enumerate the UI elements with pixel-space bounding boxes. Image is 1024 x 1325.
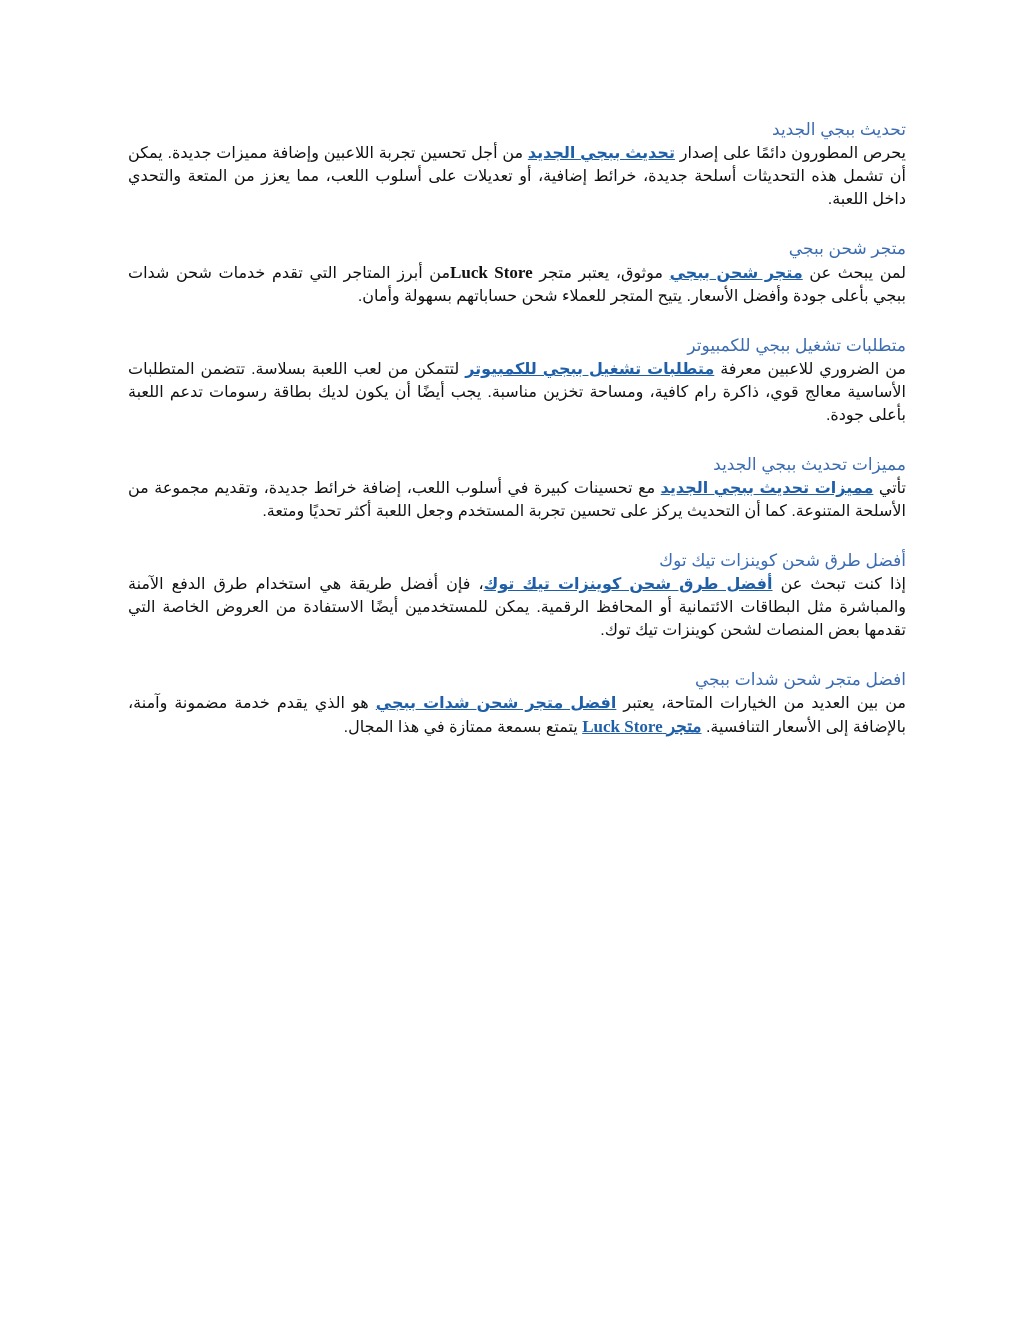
paragraph-text: يحرص المطورون دائمًا على إصدار [674,145,906,162]
paragraph-text: من أجل تحسين تجربة اللاعبين وإضافة مميزات جديدة. يمكن أن تشمل هذه التحديثات أسلحة جديدة، خرائط إضافية، أو تعديلات على أسلوب اللعب، مما يعزز من المتعة والتحدي داخل اللعبة. [128,145,906,208]
article-body [128,118,906,765]
keyword-link[interactable]: تحديث ببجي الجديد [527,145,675,162]
section-update-features [128,453,906,523]
section-paragraph [128,358,906,427]
section-heading: متطلبات تشغيل ببجي للكمبيوتر [687,336,906,355]
store-link[interactable]: متجر Luck Store [582,717,702,736]
section-best-store [128,668,906,739]
paragraph-text: من بين العديد من الخيارات المتاحة، يعتبر [616,695,906,712]
section-pc-requirements [128,334,906,427]
paragraph-text: إذا كنت تبحث عن [772,576,907,593]
paragraph-text: مع تحسينات كبيرة في أسلوب اللعب، إضافة خرائط جديدة، وتقديم مجموعة من الأسلحة المتنوعة. كما أن التحديث يركز على تحسين تجربة المستخدم وجعل اللعبة أكثر تحديًا ومتعة. [128,480,906,520]
keyword-link[interactable]: مميزات تحديث ببجي الجديد [660,480,874,497]
keyword-link[interactable]: أفضل طرق شحن كوينزات تيك توك [483,576,773,593]
section-pubg-store [128,237,906,308]
paragraph-text: هو الذي يقدم خدمة مضمونة وآمنة، بالإضافة إلى الأسعار التنافسية. [128,695,906,736]
section-heading: تحديث ببجي الجديد [772,120,906,139]
paragraph-text: ، فإن أفضل طريقة هي استخدام طرق الدفع الآمنة والمباشرة مثل البطاقات الائتمانية أو المحافظ الرقمية. يمكن للمستخدمين أيضًا الاستفادة من العروض الخاصة التي تقدمها بعض المنصات لشحن كوينزات تيك توك. [128,576,906,639]
keyword-link[interactable]: متجر شحن ببجي [669,265,803,282]
paragraph-text: لتتمكن من لعب اللعبة بسلاسة. تتضمن المتطلبات الأساسية معالج قوي، ذاكرة رام كافية، ومساحة تخزين مناسبة. يجب أيضًا أن يكون لديك بطاقة رسومات تدعم اللعبة بأعلى جودة. [128,361,906,424]
paragraph-text: تأتي [873,480,906,497]
section-paragraph [128,142,906,211]
paragraph-text: يتمتع بسمعة ممتازة في هذا المجال. [343,719,583,736]
keyword-link[interactable]: افضل متجر شحن شدات ببجي [375,695,617,712]
section-heading: متجر شحن ببجي [788,239,906,258]
section-paragraph [128,261,906,308]
section-heading: افضل متجر شحن شدات ببجي [694,670,906,689]
paragraph-text: من الضروري للاعبين معرفة [714,361,906,378]
section-paragraph [128,477,906,523]
keyword-link[interactable]: متطلبات تشغيل ببجي للكمبيوتر [465,361,715,378]
paragraph-text: من أبرز المتاجر التي تقدم خدمات شحن شدات ببجي بأعلى جودة وأفضل الأسعار. يتيح المتجر للعملاء شحن حساباتهم بسهولة وأمان. [128,265,906,305]
section-paragraph [128,573,906,642]
section-paragraph [128,692,906,739]
paragraph-text: لمن يبحث عن [802,265,907,282]
paragraph-text: موثوق، يعتبر متجر [532,265,670,282]
section-tiktok-coins [128,549,906,642]
brand-name: Luck Store [450,263,533,282]
section-heading: مميزات تحديث ببجي الجديد [713,455,906,474]
section-heading: أفضل طرق شحن كوينزات تيك توك [659,551,906,570]
section-pubg-update [128,118,906,211]
